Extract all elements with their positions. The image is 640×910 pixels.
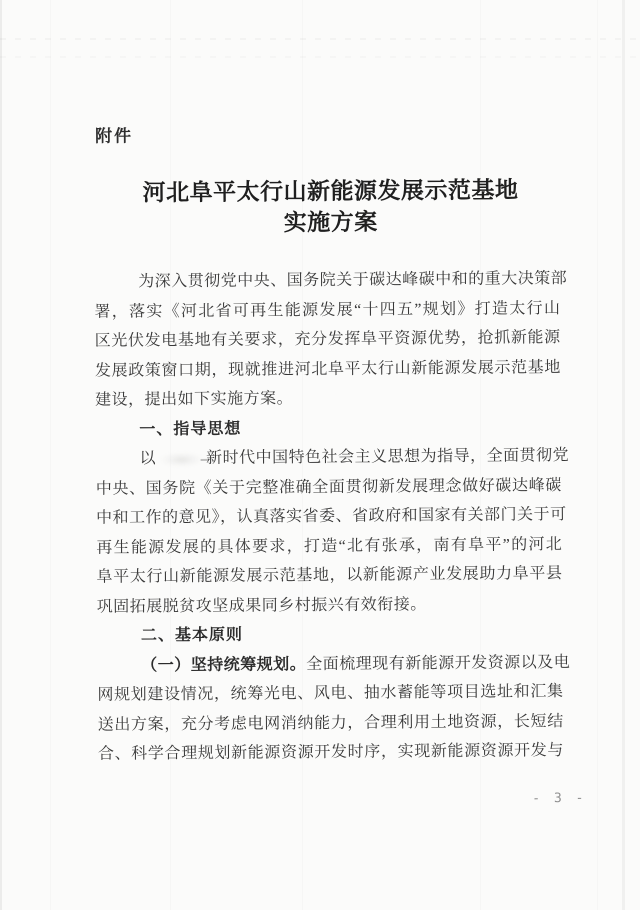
- body-text: 新时代中国特色社会主义思想为指导，全面贯彻党: [206, 447, 570, 467]
- body-text: 以: [139, 450, 157, 468]
- body-line: 署，落实《河北省可再生能源发展“十四五”规划》打造太行山: [94, 299, 561, 321]
- redacted-text: [156, 452, 206, 467]
- section-heading-1: 一、指导思想: [139, 420, 242, 438]
- body-line: 中央、国务院《关于完整准确全面贯彻新发展理念做好碳达峰碳: [95, 476, 562, 498]
- section-heading-2: 二、基本原则: [140, 626, 244, 645]
- document-title: [10, 173, 640, 240]
- body-line: 为深入贯彻党中央、国务院关于碳达峰碳中和的重大决策部: [138, 270, 568, 291]
- attachment-label: 附件: [94, 126, 134, 146]
- body-line: 送出方案，充分考虑电网消纳能力，合理利用土地资源，长短结: [97, 712, 564, 734]
- document-title-line2: 实施方案: [283, 209, 378, 236]
- body-line-with-redaction: [95, 441, 570, 474]
- page-number: - 3 -: [532, 790, 587, 807]
- subsection-lead: （一）坚持统筹规划。: [141, 655, 307, 674]
- body-line: 巩固拓展脱贫攻坚成果同乡村振兴有效衔接。: [96, 595, 427, 616]
- body-line: 合、科学合理规划新能源资源开发时序，实现新能源资源开发与: [97, 742, 564, 763]
- body-line: 发展政策窗口期，现就推进河北阜平太行山新能源发展示范基地: [94, 358, 561, 380]
- document-title-line1: 河北阜平太行山新能源发展示范基地: [142, 177, 519, 206]
- body-line: [97, 648, 571, 681]
- body-line: 中和工作的意见》，认真落实省委、省政府和国家有关部门关于可: [95, 506, 567, 527]
- body-line: 再生能源发展的具体要求，打造“北有张承，南有阜平”的河北: [96, 535, 563, 557]
- body-line: 建设，提出如下实施方案。: [95, 390, 294, 409]
- body-line: 阜平太行山新能源发展示范基地，以新能源产业发展助力阜平县: [96, 565, 563, 586]
- body-text: 全面梳理现有新能源开发资源以及电: [306, 653, 571, 673]
- body-line: 网规划建设情况，统筹光电、风电、抽水蓄能等项目选址和汇集: [97, 683, 564, 704]
- body-line: 区光伏发电基地有关要求，充分发挥阜平资源优势，抢抓新能源: [94, 329, 561, 350]
- document-body: [94, 264, 571, 769]
